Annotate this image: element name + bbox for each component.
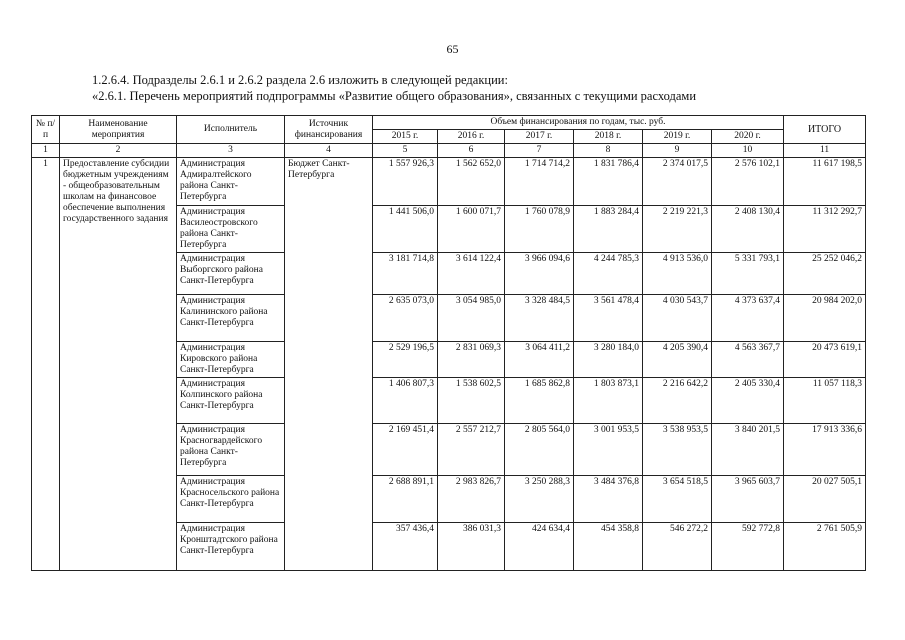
year-value-cell: 2 219 221,3	[643, 206, 712, 253]
year-value-cell: 1 831 786,4	[574, 158, 643, 206]
year-value-cell: 2 405 330,4	[712, 378, 784, 424]
header-year: 2018 г.	[574, 130, 643, 144]
year-value-cell: 4 205 390,4	[643, 342, 712, 378]
header-num: № п/п	[32, 116, 60, 144]
year-value-cell: 3 484 376,8	[574, 476, 643, 523]
year-value-cell: 4 913 536,0	[643, 253, 712, 295]
year-value-cell: 2 216 642,2	[643, 378, 712, 424]
year-value-cell: 1 714 714,2	[505, 158, 574, 206]
year-value-cell: 1 883 284,4	[574, 206, 643, 253]
column-number: 8	[574, 144, 643, 158]
year-value-cell: 4 563 367,7	[712, 342, 784, 378]
intro-line-2: «2.6.1. Перечень мероприятий подпрограммы «Развитие общего образования», связанных с текущими расходами	[92, 89, 697, 103]
total-cell: 11 617 198,5	[784, 158, 866, 206]
total-cell: 20 473 619,1	[784, 342, 866, 378]
total-cell: 2 761 505,9	[784, 523, 866, 571]
header-year: 2016 г.	[438, 130, 505, 144]
year-value-cell: 1 685 862,8	[505, 378, 574, 424]
header-source: Источник финансирования	[285, 116, 373, 144]
executor-cell: Администрация Кронштадтского района Санкт-Петербурга	[177, 523, 285, 571]
year-value-cell: 2 169 451,4	[373, 424, 438, 476]
year-value-cell: 357 436,4	[373, 523, 438, 571]
year-value-cell: 3 280 184,0	[574, 342, 643, 378]
year-value-cell: 3 654 518,5	[643, 476, 712, 523]
row-number: 1	[32, 158, 60, 571]
year-value-cell: 1 562 652,0	[438, 158, 505, 206]
total-cell: 11 312 292,7	[784, 206, 866, 253]
year-value-cell: 2 374 017,5	[643, 158, 712, 206]
year-value-cell: 3 001 953,5	[574, 424, 643, 476]
year-value-cell: 4 373 637,4	[712, 295, 784, 342]
year-value-cell: 3 181 714,8	[373, 253, 438, 295]
header-name: Наименование мероприятия	[60, 116, 177, 144]
year-value-cell: 2 805 564,0	[505, 424, 574, 476]
measures-table	[31, 115, 866, 571]
year-value-cell: 3 614 122,4	[438, 253, 505, 295]
column-number: 5	[373, 144, 438, 158]
year-value-cell: 3 328 484,5	[505, 295, 574, 342]
column-number: 6	[438, 144, 505, 158]
column-number: 1	[32, 144, 60, 158]
year-value-cell: 454 358,8	[574, 523, 643, 571]
header-volume: Объем финансирования по годам, тыс. руб.	[373, 116, 784, 130]
column-number: 11	[784, 144, 866, 158]
year-value-cell: 2 635 073,0	[373, 295, 438, 342]
column-number: 10	[712, 144, 784, 158]
total-cell: 20 984 202,0	[784, 295, 866, 342]
year-value-cell: 2 688 891,1	[373, 476, 438, 523]
header-executor: Исполнитель	[177, 116, 285, 144]
executor-cell: Администрация Адмиралтейского района Санкт-Петербурга	[177, 158, 285, 206]
column-numbers-row	[32, 144, 866, 158]
executor-cell: Администрация Василеостровского района Санкт-Петербурга	[177, 206, 285, 253]
total-cell: 20 027 505,1	[784, 476, 866, 523]
year-value-cell: 4 244 785,3	[574, 253, 643, 295]
year-value-cell: 2 983 826,7	[438, 476, 505, 523]
year-value-cell: 1 803 873,1	[574, 378, 643, 424]
year-value-cell: 2 576 102,1	[712, 158, 784, 206]
header-year: 2017 г.	[505, 130, 574, 144]
year-value-cell: 1 441 506,0	[373, 206, 438, 253]
executor-cell: Администрация Красносельского района Санкт-Петербурга	[177, 476, 285, 523]
column-number: 2	[60, 144, 177, 158]
year-value-cell: 592 772,8	[712, 523, 784, 571]
header-year: 2015 г.	[373, 130, 438, 144]
funding-source: Бюджет Санкт-Петербурга	[285, 158, 373, 571]
header-year: 2019 г.	[643, 130, 712, 144]
total-cell: 11 057 118,3	[784, 378, 866, 424]
table-body	[32, 158, 866, 571]
year-value-cell: 3 840 201,5	[712, 424, 784, 476]
column-number: 7	[505, 144, 574, 158]
executor-cell: Администрация Калининского района Санкт-Петербурга	[177, 295, 285, 342]
year-value-cell: 3 054 985,0	[438, 295, 505, 342]
total-cell: 25 252 046,2	[784, 253, 866, 295]
year-value-cell: 1 600 071,7	[438, 206, 505, 253]
total-cell: 17 913 336,6	[784, 424, 866, 476]
column-number: 4	[285, 144, 373, 158]
year-value-cell: 4 030 543,7	[643, 295, 712, 342]
year-value-cell: 3 250 288,3	[505, 476, 574, 523]
year-value-cell: 3 966 094,6	[505, 253, 574, 295]
executor-cell: Администрация Кировского района Санкт-Петербурга	[177, 342, 285, 378]
executor-cell: Администрация Красногвардейского района Санкт-Петербурга	[177, 424, 285, 476]
year-value-cell: 2 557 212,7	[438, 424, 505, 476]
header-year: 2020 г.	[712, 130, 784, 144]
year-value-cell: 5 331 793,1	[712, 253, 784, 295]
intro-text	[92, 72, 696, 104]
intro-line-1: 1.2.6.4. Подразделы 2.6.1 и 2.6.2 раздела 2.6 изложить в следующей редакции:	[92, 73, 508, 87]
year-value-cell: 3 064 411,2	[505, 342, 574, 378]
executor-cell: Администрация Колпинского района Санкт-Петербурга	[177, 378, 285, 424]
header-total: ИТОГО	[784, 116, 866, 144]
year-value-cell: 3 561 478,4	[574, 295, 643, 342]
table-row	[32, 158, 866, 206]
year-value-cell: 2 529 196,5	[373, 342, 438, 378]
year-value-cell: 386 031,3	[438, 523, 505, 571]
year-value-cell: 1 760 078,9	[505, 206, 574, 253]
year-value-cell: 1 406 807,3	[373, 378, 438, 424]
header-row-1	[32, 116, 866, 130]
column-number: 3	[177, 144, 285, 158]
executor-cell: Администрация Выборгского района Санкт-Петербурга	[177, 253, 285, 295]
page-number: 65	[446, 42, 459, 56]
column-number: 9	[643, 144, 712, 158]
measure-name: Предоставление субсидии бюджетным учреждениям - общеобразовательным школам на финансовое обеспечение выполнения государственного задания	[60, 158, 177, 571]
year-value-cell: 3 965 603,7	[712, 476, 784, 523]
year-value-cell: 3 538 953,5	[643, 424, 712, 476]
year-value-cell: 1 538 602,5	[438, 378, 505, 424]
year-value-cell: 424 634,4	[505, 523, 574, 571]
year-value-cell: 2 831 069,3	[438, 342, 505, 378]
year-value-cell: 546 272,2	[643, 523, 712, 571]
year-value-cell: 1 557 926,3	[373, 158, 438, 206]
year-value-cell: 2 408 130,4	[712, 206, 784, 253]
